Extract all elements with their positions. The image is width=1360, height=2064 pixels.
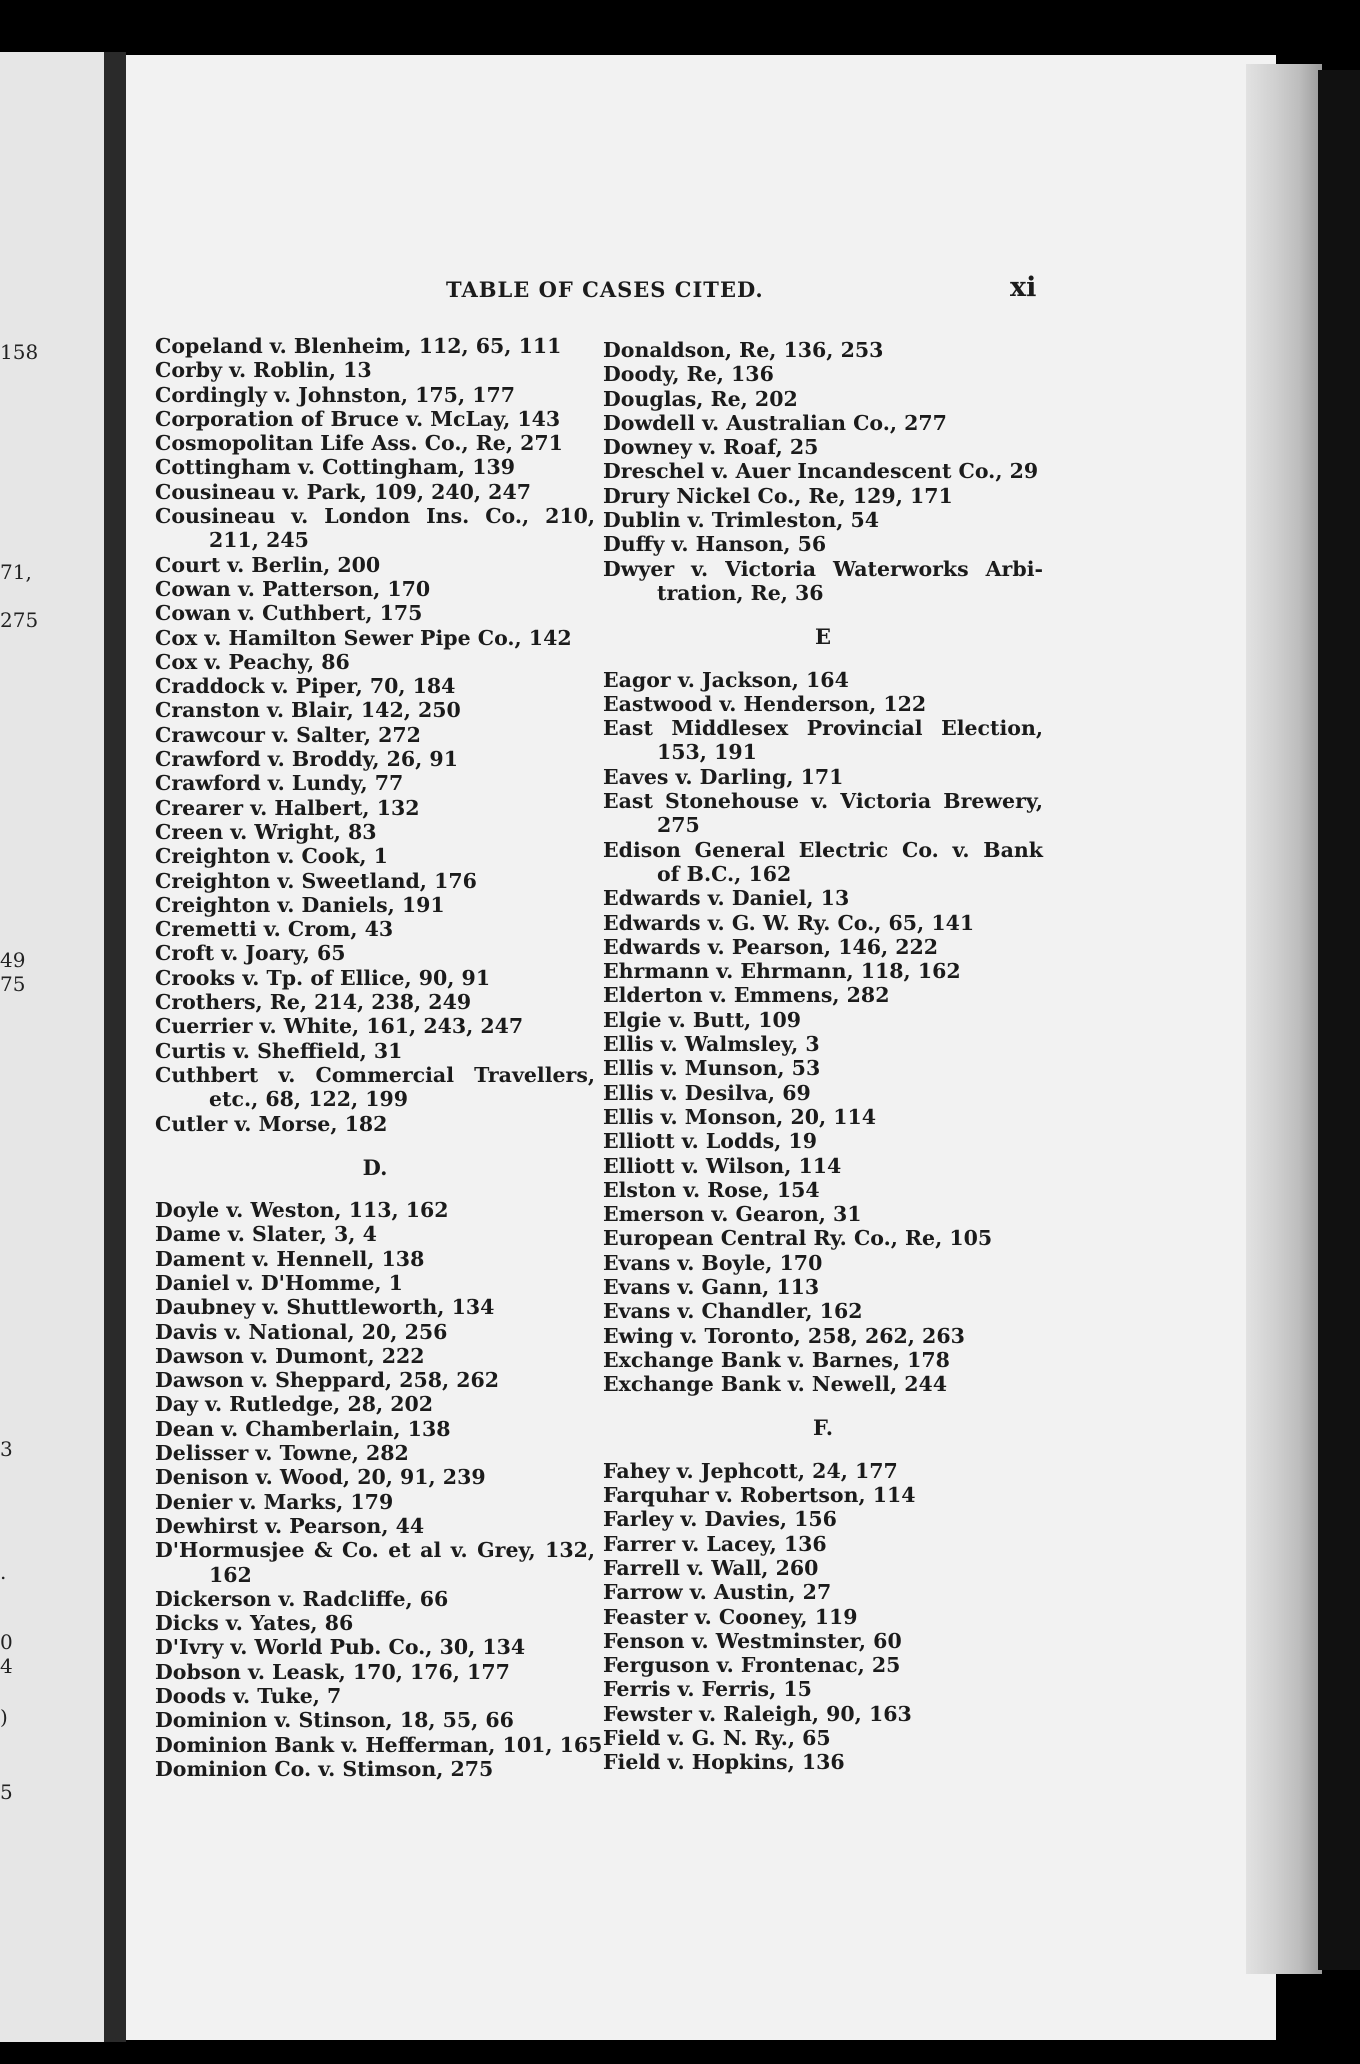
case-entry-continuation: 211, 245 [209,528,309,553]
case-entry: Delisser v. Towne, 282 [155,1441,409,1466]
case-entry: Dominion Bank v. Hefferman, 101, 165 [155,1732,603,1757]
book-gutter [104,52,126,2042]
case-entry-continuation: 153, 191 [657,740,757,765]
case-entry: Cox v. Hamilton Sewer Pipe Co., 142 [155,625,572,650]
case-entry: Creen v. Wright, 83 [155,819,377,844]
case-entry: Dickerson v. Radcliffe, 66 [155,1586,449,1611]
case-entry: Dicks v. Yates, 86 [155,1611,354,1636]
case-entry: Fewster v. Raleigh, 90, 163 [603,1701,912,1726]
case-entry-continuation: 275 [657,813,700,838]
index-column-left [155,334,603,1781]
case-entry: Farquhar v. Robertson, 114 [603,1483,916,1508]
case-entry: Edwards v. G. W. Ry. Co., 65, 141 [603,910,975,935]
case-entry: Elgie v. Butt, 109 [603,1007,802,1032]
case-entry: D'Hormusjee & Co. et al v. Grey, 132, [155,1538,595,1563]
case-entry: Crearer v. Halbert, 132 [155,795,420,820]
case-entry: Dominion v. Stinson, 18, 55, 66 [155,1708,514,1733]
case-entry: Cowan v. Cuthbert, 175 [155,601,423,626]
book-edge-shadow [1318,70,1360,1970]
case-entry: D'Ivry v. World Pub. Co., 30, 134 [155,1635,526,1660]
page-number: xi [1010,272,1037,303]
case-entry: Croft v. Joary, 65 [155,941,346,966]
case-entry: Cranston v. Blair, 142, 250 [155,698,461,723]
case-entry: Denison v. Wood, 20, 91, 239 [155,1465,486,1490]
case-entry: Elliott v. Wilson, 114 [603,1153,842,1178]
running-head: TABLE OF CASES CITED. [446,277,764,302]
case-entry: Ellis v. Desilva, 69 [603,1080,811,1105]
case-entry: Edwards v. Daniel, 13 [603,886,850,911]
section-letter: D. [362,1154,388,1180]
facing-page-fragment: . [0,1560,7,1584]
facing-page-fragment: 49 [0,948,26,972]
page-edges [1246,64,1322,1974]
case-entry: Daubney v. Shuttleworth, 134 [155,1295,495,1320]
facing-page-fragment: 4 [0,1654,13,1678]
case-entry: Ferris v. Ferris, 15 [603,1677,812,1702]
case-entry: Craddock v. Piper, 70, 184 [155,674,456,699]
case-entry: Doods v. Tuke, 7 [155,1684,342,1709]
case-entry: Creighton v. Cook, 1 [155,844,388,869]
case-entry: European Central Ry. Co., Re, 105 [603,1226,993,1251]
case-entry: Evans v. Chandler, 162 [603,1299,863,1324]
facing-page-fragment: 275 [0,608,39,632]
case-entry: Downey v. Roaf, 25 [603,435,819,460]
case-entry: Farrell v. Wall, 260 [603,1555,819,1580]
case-entry: Doyle v. Weston, 113, 162 [155,1198,449,1223]
case-entry: Feaster v. Cooney, 119 [603,1604,858,1629]
case-entry-continuation: etc., 68, 122, 199 [209,1087,409,1112]
case-entry: Curtis v. Sheffield, 31 [155,1038,403,1063]
section-letter: E [814,624,831,650]
case-entry: Crothers, Re, 214, 238, 249 [155,990,472,1015]
facing-page-fragment: ) [0,1705,8,1729]
case-entry: Dominion Co. v. Stimson, 275 [155,1756,494,1781]
facing-page-fragment: 3 [0,1437,13,1461]
case-entry: Dobson v. Leask, 170, 176, 177 [155,1659,510,1684]
case-entry: Crawford v. Lundy, 77 [155,771,404,796]
case-entry: Dean v. Chamberlain, 138 [155,1416,451,1441]
case-entry: Dame v. Slater, 3, 4 [155,1222,377,1247]
case-entry: Cowan v. Patterson, 170 [155,576,431,601]
case-entry: Cordingly v. Johnston, 175, 177 [155,382,516,407]
case-entry: Farrer v. Lacey, 136 [603,1531,827,1556]
case-entry: Field v. Hopkins, 136 [603,1750,845,1775]
facing-page-fragment: 5 [0,1780,13,1804]
case-entry: Cosmopolitan Life Ass. Co., Re, 271 [155,431,563,456]
section-letter: F. [812,1415,834,1441]
facing-page-fragment: 0 [0,1630,13,1654]
facing-page-fragment: 75 [0,972,26,996]
case-entry: Dreschel v. Auer Incandescent Co., 29 [603,459,1039,484]
case-entry: Cousineau v. Park, 109, 240, 247 [155,479,531,504]
case-entry: Farrow v. Austin, 27 [603,1580,832,1605]
case-entry: Ferguson v. Frontenac, 25 [603,1653,901,1678]
case-entry: Eaves v. Darling, 171 [603,764,844,789]
case-entry: Ehrmann v. Ehrmann, 118, 162 [603,959,961,984]
facing-page-fragment: 71, [0,560,32,584]
case-entry: Cottingham v. Cottingham, 139 [155,455,515,480]
case-entry: Cuthbert v. Commercial Travellers, [155,1062,595,1087]
case-entry-continuation: of B.C., 162 [657,861,792,886]
case-entry: Eagor v. Jackson, 164 [603,667,849,692]
case-entry: Corby v. Roblin, 13 [155,358,372,383]
facing-page [0,52,104,2042]
case-entry: Elderton v. Emmens, 282 [603,983,890,1008]
case-entry: Cutler v. Morse, 182 [155,1111,388,1136]
case-entry: Dament v. Hennell, 138 [155,1246,425,1271]
case-entry: Day v. Rutledge, 28, 202 [155,1392,434,1417]
case-entry: Evans v. Gann, 113 [603,1274,820,1299]
case-entry: Farley v. Davies, 156 [603,1507,837,1532]
case-entry-continuation: tration, Re, 36 [657,580,824,605]
case-entry: Fenson v. Westminster, 60 [603,1628,902,1653]
case-entry: Edison General Electric Co. v. Bank [603,837,1043,862]
case-entry-continuation: 162 [209,1562,252,1587]
case-entry: Davis v. National, 20, 256 [155,1319,448,1344]
case-entry: Cremetti v. Crom, 43 [155,917,394,942]
case-entry: Crooks v. Tp. of Ellice, 90, 91 [155,965,491,990]
case-entry: East Middlesex Provincial Election, [603,716,1043,741]
case-entry: Dwyer v. Victoria Waterworks Arbi- [603,556,1043,581]
case-entry: Exchange Bank v. Newell, 244 [603,1372,948,1397]
case-entry: Exchange Bank v. Barnes, 178 [603,1347,950,1372]
case-entry: Ewing v. Toronto, 258, 262, 263 [603,1323,965,1348]
case-entry: Court v. Berlin, 200 [155,552,381,577]
facing-page-fragment: 158 [0,340,39,364]
case-entry: Cousineau v. London Ins. Co., 210, [155,504,595,529]
index-column-right [603,338,1043,1775]
case-entry: Ellis v. Walmsley, 3 [603,1032,820,1057]
case-entry: Copeland v. Blenheim, 112, 65, 111 [155,334,562,358]
case-entry: Cox v. Peachy, 86 [155,649,350,674]
case-entry: Ellis v. Munson, 53 [603,1056,821,1081]
case-entry: Evans v. Boyle, 170 [603,1250,823,1275]
case-entry: Creighton v. Daniels, 191 [155,892,445,917]
case-entry: Duffy v. Hanson, 56 [603,532,827,557]
case-entry: Crawcour v. Salter, 272 [155,722,421,747]
case-entry: Dewhirst v. Pearson, 44 [155,1513,425,1538]
case-entry: Donaldson, Re, 136, 253 [603,338,884,362]
case-entry: Daniel v. D'Homme, 1 [155,1270,403,1295]
case-entry: Edwards v. Pearson, 146, 222 [603,934,939,959]
case-entry: Corporation of Bruce v. McLay, 143 [155,406,561,431]
case-entry: Dowdell v. Australian Co., 277 [603,410,947,435]
case-entry: Ellis v. Monson, 20, 114 [603,1104,877,1129]
case-entry: Elliott v. Lodds, 19 [603,1129,817,1154]
case-entry: East Stonehouse v. Victoria Brewery, [603,789,1043,814]
case-entry: Doody, Re, 136 [603,362,774,387]
case-entry: Dawson v. Dumont, 222 [155,1343,425,1368]
case-entry: Dawson v. Sheppard, 258, 262 [155,1368,500,1393]
case-entry: Denier v. Marks, 179 [155,1489,394,1514]
case-entry: Eastwood v. Henderson, 122 [603,691,927,716]
case-entry: Douglas, Re, 202 [603,386,798,411]
case-entry: Drury Nickel Co., Re, 129, 171 [603,483,953,508]
case-entry: Creighton v. Sweetland, 176 [155,868,477,893]
case-entry: Cuerrier v. White, 161, 243, 247 [155,1014,524,1039]
case-entry: Crawford v. Broddy, 26, 91 [155,747,458,772]
case-entry: Dublin v. Trimleston, 54 [603,508,880,533]
case-entry: Emerson v. Gearon, 31 [603,1202,862,1227]
case-entry: Field v. G. N. Ry., 65 [603,1726,831,1751]
case-entry: Fahey v. Jephcott, 24, 177 [603,1458,898,1483]
case-entry: Elston v. Rose, 154 [603,1177,820,1202]
